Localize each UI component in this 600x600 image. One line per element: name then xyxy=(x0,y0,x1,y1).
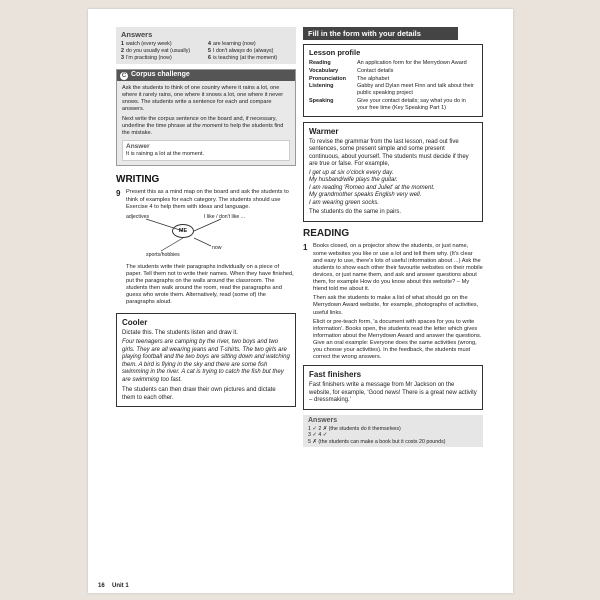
answers-title: Answers xyxy=(121,30,153,39)
warmer-examples: I get up at six o'clock every day. My husband/wife plays the guitar. I am reading 'Romeo and Juliet' at the moment. My grandmother speaks English very well. I am wearing green socks. xyxy=(309,169,435,206)
cooler-box xyxy=(116,313,296,408)
right-column xyxy=(303,27,483,447)
mind-map-like: I like / don't like ... xyxy=(204,213,246,220)
corpus-answer-title: Answer xyxy=(126,142,150,150)
profile-row: Vocabulary Contact details xyxy=(309,67,394,74)
lesson-profile-box xyxy=(303,44,483,117)
cooler-dictation: Four teenagers are camping by the river, two boys and two girls. They are all wearing jeans and T-shirts. The two girls are playing football and the two boys are sitting down and watching them. A bird is flying in the sky and there are some fish swimming in the river. A cat is trying to catch the fish but they are swimming too fast. xyxy=(122,339,290,383)
mind-map-now: now xyxy=(212,244,222,251)
lesson-heading: Fill in the form with your details xyxy=(303,27,458,40)
answers-line: 1 ✓ 2 ✗ (the students do it themselves) xyxy=(308,425,401,432)
answers-title-2: Answers xyxy=(308,416,338,424)
answer-item: 4 are learning (now) xyxy=(208,41,256,48)
cooler-intro: Dictate this. The students listen and draw it. xyxy=(122,329,238,336)
writing-intro: Present this as a mind map on the board and ask the students to think of examples for each category. The students should use Exercise 4 to help them with ideas and language. xyxy=(126,189,289,210)
exercise-number: 9 xyxy=(116,189,121,199)
answers-box-2 xyxy=(303,415,483,448)
page xyxy=(88,9,513,593)
answer-item: 1 watch (every week) xyxy=(121,41,172,48)
corpus-body xyxy=(117,81,295,165)
profile-row: Listening Gabby and Dylan meet Finn and talk about their public speaking project xyxy=(309,83,474,97)
reading-heading: READING xyxy=(303,227,350,239)
answers-grid xyxy=(121,41,291,61)
corpus-title: Corpus challenge xyxy=(131,71,190,79)
exercise-number: 1 xyxy=(303,243,308,253)
reading-p2: Then ask the students to make a list of what should go on the Merrydown Award website, for example, photographs of activities, useful links. xyxy=(313,295,479,316)
warmer-title: Warmer xyxy=(309,126,339,136)
answer-item: 5 I don't always do (always) xyxy=(208,47,274,54)
writing-heading: WRITING xyxy=(116,173,160,185)
mind-map-adjectives: adjectives xyxy=(126,213,150,220)
cooler-title: Cooler xyxy=(122,317,148,327)
profile-row: Reading An application form for the Merrydown Award xyxy=(309,59,467,66)
corpus-answer-box xyxy=(122,140,290,161)
answer-item: 2 do you usually eat (usually) xyxy=(121,47,191,54)
profile-row: Pronunciation The alphabet xyxy=(309,75,390,82)
reading-p1: Books closed, on a projector show the students, or just name, some websites you like or use a lot and tell them why. (It's clear and easy to use, there's lots of useful information about ...) Ask the students to show each other their favourite websites on their mobile devices, or just name them, and ask and answer questions about them, for example How do you know about this website? – My friend told me about it. xyxy=(313,243,483,293)
warmer-outro: The students do the same in pairs. xyxy=(309,209,402,216)
warmer-intro: To revise the grammar from the last lesson, read out five sentences, some present simple and some present continuous, about yourself. The students must decide if they are true or false. For example, xyxy=(309,138,469,168)
corpus-p2: Next write the corpus sentence on the board and, if necessary, underline the time phrase at the moment to help the students find the mistake. xyxy=(122,115,284,136)
lesson-profile-title: Lesson profile xyxy=(309,48,361,58)
fast-finishers-text: Fast finishers write a message from Mr Jackson on the website, for example, 'Good news! There is a great new activity – dressmaking.' xyxy=(309,382,477,404)
answer-item: 3 I'm practising (now) xyxy=(121,54,172,61)
fast-finishers-title: Fast finishers xyxy=(309,370,362,380)
page-number: 16 xyxy=(98,582,105,589)
answers-box xyxy=(116,27,296,64)
corpus-p1: Ask the students to think of one country where it rains a lot, one where it rarely rains, one where it snows a lot, one where it never snows. The students write a sentence for each and compare answers. xyxy=(122,84,284,112)
answer-item: 6 is teaching (at the moment) xyxy=(208,54,278,61)
warmer-box xyxy=(303,122,483,222)
mind-map-me: ME xyxy=(172,224,194,238)
mind-map xyxy=(126,214,296,262)
writing-body: The students write their paragraphs individually on a piece of paper. Tell them not to write their names. When they have finished, put the paragraphs on the walls around the classroom. The students then walk around the room, read the paragraphs and guess who wrote them. Alternatively, read (some of) the paragraphs aloud. xyxy=(126,263,294,306)
profile-row: Speaking Give your contact details; say what you do in your free time (Key Speaking Part 1) xyxy=(309,98,466,111)
cooler-outro: The students can then draw their own pictures and dictate them to each other. xyxy=(122,387,276,401)
fast-finishers-box xyxy=(303,365,483,410)
reading-exercise xyxy=(303,243,483,361)
answers-line: 3 ✓ 4 ✓ xyxy=(308,432,328,439)
corpus-answer-text: It is raining a lot at the moment. xyxy=(126,150,205,157)
page-footer xyxy=(88,579,513,593)
unit-label: Unit 1 xyxy=(112,582,129,589)
corpus-challenge-box xyxy=(116,69,296,166)
corpus-icon: C xyxy=(121,72,127,79)
corpus-header xyxy=(117,70,295,81)
mind-map-sports: sports/hobbies xyxy=(146,251,180,258)
reading-p3: Elicit or pre-teach form, 'a document with spaces for you to write information'. Books open, the students read the letter which gives information about the Merrydown Award and answer the questions. Give an oral example: Everyone does the same activities (wrong, you choose your activities). In the feedback, the students must correct the wrong answers. xyxy=(313,318,482,361)
answers-line: 5 ✗ (the students can make a book but it costs 20 pounds) xyxy=(308,438,446,445)
left-column xyxy=(116,27,296,407)
writing-exercise xyxy=(116,189,296,306)
